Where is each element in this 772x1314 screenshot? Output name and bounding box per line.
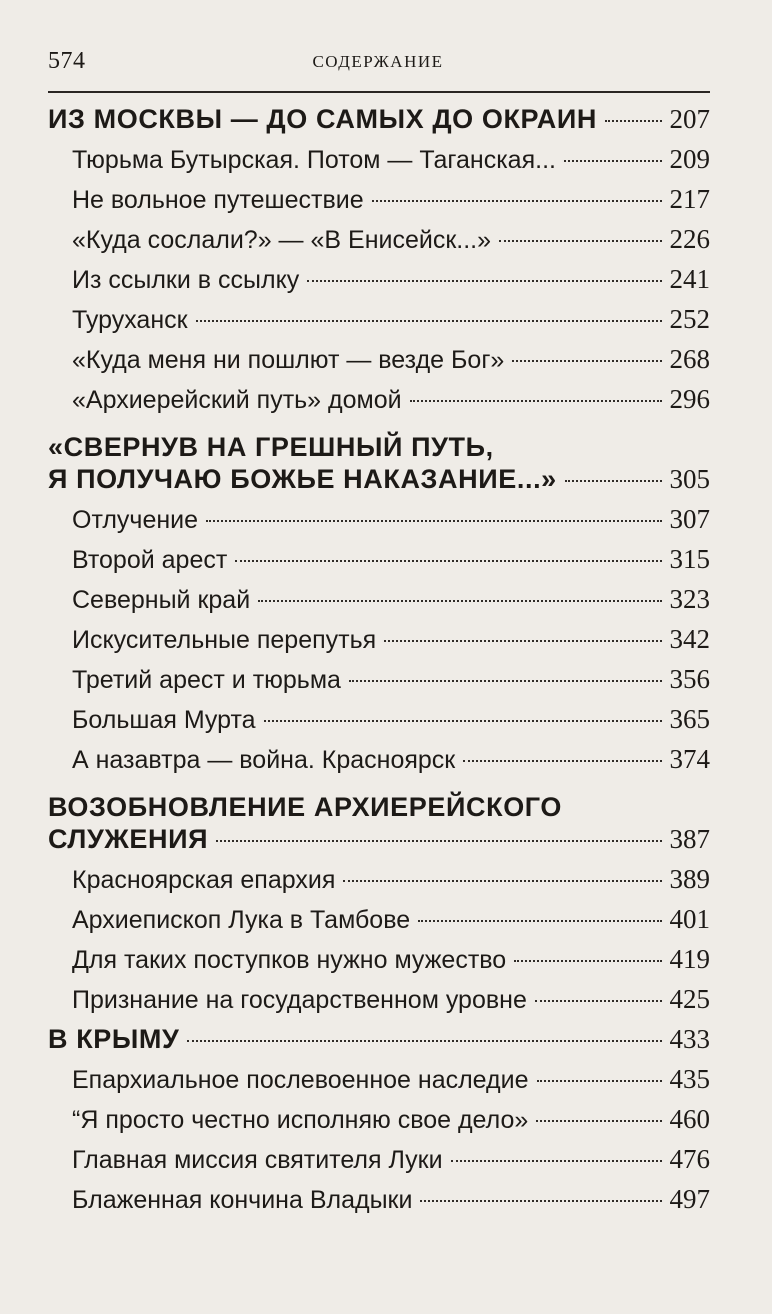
toc-section bbox=[48, 784, 710, 864]
section-page: 387 bbox=[669, 824, 710, 854]
chapter-title: Третий арест и тюрьма bbox=[72, 666, 341, 694]
toc-chapter bbox=[48, 504, 710, 544]
chapter-title: Красноярская епархия bbox=[72, 866, 336, 894]
chapter-page: 476 bbox=[669, 1144, 710, 1174]
chapter-title: Второй арест bbox=[72, 546, 228, 574]
dot-leader bbox=[564, 160, 662, 162]
chapter-page: 425 bbox=[669, 984, 710, 1014]
chapter-title: Большая Мурта bbox=[72, 706, 256, 734]
toc-chapter bbox=[48, 1104, 710, 1144]
chapter-page: 374 bbox=[669, 744, 710, 774]
toc-chapter bbox=[48, 1144, 710, 1184]
dot-leader bbox=[451, 1160, 662, 1162]
dot-leader bbox=[264, 720, 662, 722]
chapter-page: 241 bbox=[669, 264, 710, 294]
toc-chapter bbox=[48, 624, 710, 664]
section-title: В КРЫМУ bbox=[48, 1024, 180, 1054]
toc-chapter bbox=[48, 144, 710, 184]
toc-chapter bbox=[48, 1184, 710, 1224]
chapter-title: Признание на государственном уровне bbox=[72, 986, 527, 1014]
page-header bbox=[48, 44, 708, 84]
chapter-title: Искусительные перепутья bbox=[72, 626, 377, 654]
dot-leader bbox=[307, 280, 661, 282]
chapter-page: 296 bbox=[669, 384, 710, 414]
toc-chapter bbox=[48, 384, 710, 424]
chapter-page: 209 bbox=[669, 144, 710, 174]
dot-leader bbox=[535, 1000, 662, 1002]
toc-chapter bbox=[48, 1064, 710, 1104]
section-page: 433 bbox=[669, 1024, 710, 1054]
table-of-contents bbox=[48, 104, 710, 1224]
dot-leader bbox=[605, 120, 662, 122]
toc-chapter bbox=[48, 224, 710, 264]
section-title-line-2: СЛУЖЕНИЯ bbox=[48, 824, 209, 854]
chapter-page: 315 bbox=[669, 544, 710, 574]
section-page: 305 bbox=[669, 464, 710, 494]
chapter-page: 217 bbox=[669, 184, 710, 214]
chapter-title: Северный край bbox=[72, 586, 251, 614]
chapter-title: «Куда меня ни пошлют — везде Бог» bbox=[72, 346, 505, 374]
chapter-title: Главная миссия святителя Луки bbox=[72, 1146, 443, 1174]
chapter-title: «Куда сослали?» — «В Енисейск...» bbox=[72, 226, 492, 254]
chapter-title: Тюрьма Бутырская. Потом — Таганская... bbox=[72, 146, 556, 174]
chapter-page: 226 bbox=[669, 224, 710, 254]
toc-chapter bbox=[48, 984, 710, 1024]
chapter-page: 268 bbox=[669, 344, 710, 374]
dot-leader bbox=[565, 480, 662, 482]
section-page: 207 bbox=[669, 104, 710, 134]
toc-chapter bbox=[48, 264, 710, 304]
chapter-title: А назавтра — война. Красноярск bbox=[72, 746, 456, 774]
dot-leader bbox=[420, 1200, 661, 1202]
chapter-page: 497 bbox=[669, 1184, 710, 1214]
dot-leader bbox=[196, 320, 662, 322]
toc-section bbox=[48, 1024, 710, 1064]
toc-chapter bbox=[48, 744, 710, 784]
page-number: 574 bbox=[48, 48, 86, 74]
toc-chapter bbox=[48, 184, 710, 224]
dot-leader bbox=[206, 520, 661, 522]
header-rule bbox=[48, 91, 710, 93]
chapter-page: 323 bbox=[669, 584, 710, 614]
dot-leader bbox=[349, 680, 662, 682]
dot-leader bbox=[187, 1040, 661, 1042]
section-title-line-1: ВОЗОБНОВЛЕНИЕ АРХИЕРЕЙСКОГО bbox=[48, 792, 562, 822]
chapter-page: 252 bbox=[669, 304, 710, 334]
chapter-title: Для таких поступков нужно мужество bbox=[72, 946, 507, 974]
dot-leader bbox=[410, 400, 662, 402]
section-title: ИЗ МОСКВЫ — ДО САМЫХ ДО ОКРАИН bbox=[48, 104, 597, 134]
dot-leader bbox=[216, 840, 661, 842]
chapter-page: 307 bbox=[669, 504, 710, 534]
chapter-page: 389 bbox=[669, 864, 710, 894]
chapter-page: 419 bbox=[669, 944, 710, 974]
chapter-title: Не вольное путешествие bbox=[72, 186, 364, 214]
toc-chapter bbox=[48, 304, 710, 344]
toc-chapter bbox=[48, 864, 710, 904]
section-title-line-2: Я ПОЛУЧАЮ БОЖЬЕ НАКАЗАНИЕ...» bbox=[48, 464, 557, 494]
dot-leader bbox=[343, 880, 661, 882]
chapter-title: «Архиерейский путь» домой bbox=[72, 386, 402, 414]
toc-chapter bbox=[48, 584, 710, 624]
chapter-title: Епархиальное послевоенное наследие bbox=[72, 1066, 529, 1094]
running-title: СОДЕРЖАНИЕ bbox=[312, 52, 444, 71]
toc-chapter bbox=[48, 544, 710, 584]
dot-leader bbox=[512, 360, 661, 362]
toc-chapter bbox=[48, 944, 710, 984]
toc-chapter bbox=[48, 904, 710, 944]
chapter-title: “Я просто честно исполняю свое дело» bbox=[72, 1106, 529, 1134]
chapter-page: 365 bbox=[669, 704, 710, 734]
chapter-page: 460 bbox=[669, 1104, 710, 1134]
chapter-page: 356 bbox=[669, 664, 710, 694]
dot-leader bbox=[499, 240, 661, 242]
chapter-title: Отлучение bbox=[72, 506, 199, 534]
section-title-line-1: «СВЕРНУВ НА ГРЕШНЫЙ ПУТЬ, bbox=[48, 432, 494, 462]
dot-leader bbox=[536, 1120, 661, 1122]
chapter-page: 342 bbox=[669, 624, 710, 654]
dot-leader bbox=[463, 760, 661, 762]
chapter-page: 401 bbox=[669, 904, 710, 934]
dot-leader bbox=[235, 560, 661, 562]
dot-leader bbox=[384, 640, 661, 642]
chapter-title: Блаженная кончина Владыки bbox=[72, 1186, 413, 1214]
dot-leader bbox=[537, 1080, 662, 1082]
dot-leader bbox=[418, 920, 661, 922]
toc-chapter bbox=[48, 344, 710, 384]
dot-leader bbox=[258, 600, 661, 602]
toc-chapter bbox=[48, 704, 710, 744]
toc-chapter bbox=[48, 664, 710, 704]
chapter-title: Из ссылки в ссылку bbox=[72, 266, 300, 294]
toc-section bbox=[48, 424, 710, 504]
dot-leader bbox=[514, 960, 661, 962]
dot-leader bbox=[372, 200, 662, 202]
toc-section bbox=[48, 104, 710, 144]
chapter-page: 435 bbox=[669, 1064, 710, 1094]
chapter-title: Туруханск bbox=[72, 306, 188, 334]
chapter-title: Архиепископ Лука в Тамбове bbox=[72, 906, 411, 934]
